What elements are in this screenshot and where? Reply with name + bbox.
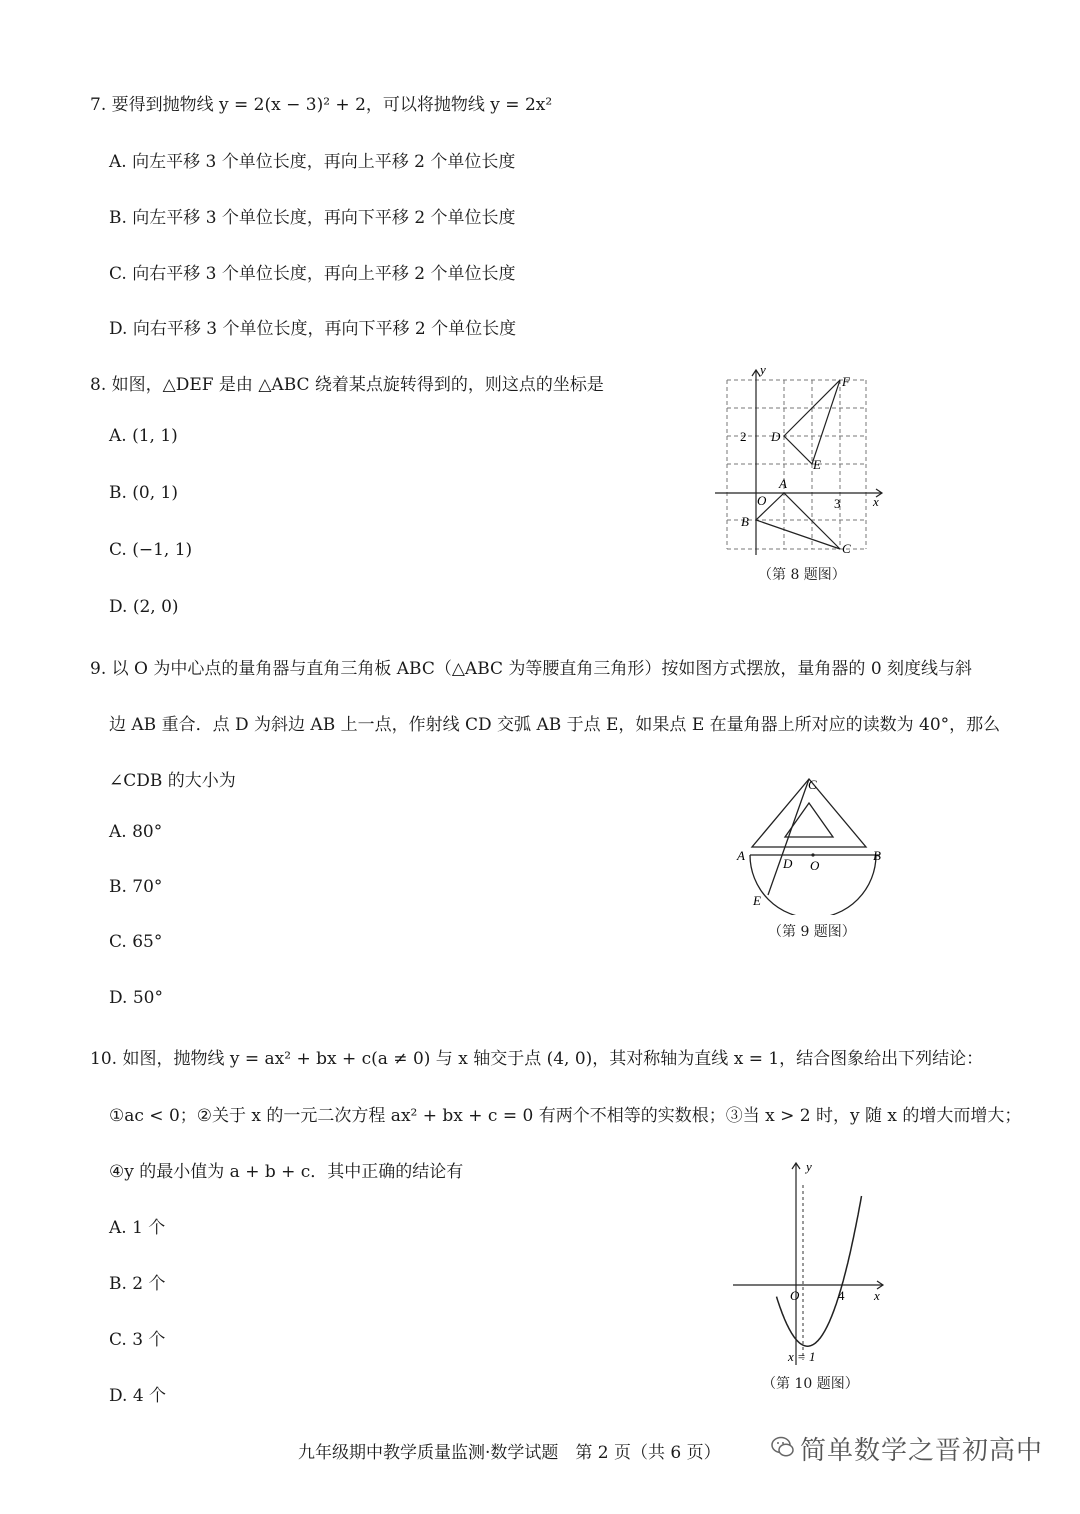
- q10-tick-4: 4: [838, 1288, 845, 1303]
- q8-label-f: F: [842, 374, 850, 389]
- q8-option-b[interactable]: B. (0, 1): [109, 483, 179, 503]
- q10-stem-line-3: ④y 的最小值为 a + b + c．其中正确的结论有: [109, 1162, 464, 1182]
- q10-stem-line-2: ①ac < 0；②关于 x 的一元二次方程 ax² + bx + c = 0 有两个不相等的实数根；③当 x > 2 时，y 随 x 的增大而增大；: [109, 1106, 1022, 1126]
- q9-label-b: B: [873, 848, 881, 863]
- q8-stem: 8. 如图，△DEF 是由 △ABC 绕着某点旋转得到的，则这点的坐标是: [90, 375, 604, 395]
- q9-label-a: A: [737, 848, 745, 863]
- q7-option-d[interactable]: D. 向右平移 3 个单位长度，再向下平移 2 个单位长度: [109, 319, 517, 339]
- q10-label-origin: O: [790, 1288, 800, 1303]
- q8-label-d: D: [771, 429, 781, 444]
- q9-figure-caption: （第 9 题图）: [768, 924, 856, 940]
- q8-label-y: y: [760, 362, 766, 377]
- q9-stem-line-2: 边 AB 重合．点 D 为斜边 AB 上一点，作射线 CD 交弧 AB 于点 E，如果点 E 在量角器上所对应的读数为 40°，那么: [109, 715, 1001, 735]
- q9-figure: [730, 775, 900, 915]
- q10-figure: [728, 1155, 893, 1370]
- q10-parabola-curve: [777, 1196, 862, 1346]
- q10-stem-line-1: 10. 如图，抛物线 y = ax² + bx + c(a ≠ 0) 与 x 轴交于点 (4, 0)，其对称轴为直线 x = 1，结合图象给出下列结论：: [90, 1049, 984, 1069]
- q8-option-d[interactable]: D. (2, 0): [109, 597, 179, 617]
- page-footer: 九年级期中教学质量监测·数学试题 第 2 页（共 6 页）: [298, 1443, 721, 1463]
- q10-option-d[interactable]: D. 4 个: [109, 1386, 167, 1406]
- q8-tick-3: 3: [834, 496, 841, 511]
- q7-option-b[interactable]: B. 向左平移 3 个单位长度，再向下平移 2 个单位长度: [109, 208, 516, 228]
- q9-option-d[interactable]: D. 50°: [109, 988, 163, 1008]
- q8-option-a[interactable]: A. (1, 1): [109, 426, 178, 446]
- q8-figure-caption: （第 8 题图）: [758, 567, 846, 583]
- q9-label-d: D: [783, 856, 793, 871]
- q10-figure-caption: （第 10 题图）: [762, 1376, 859, 1392]
- q9-label-c: C: [808, 777, 817, 792]
- q10-axis-label: x = 1: [788, 1349, 816, 1364]
- q8-label-a: A: [779, 476, 787, 491]
- q9-stem-line-1: 9. 以 O 为中心点的量角器与直角三角板 ABC（△ABC 为等腰直角三角形）按如图方式摆放，量角器的 0 刻度线与斜: [90, 659, 973, 679]
- q8-label-e: E: [813, 457, 821, 472]
- q7-stem: 7. 要得到抛物线 y = 2(x − 3)² + 2，可以将抛物线 y = 2x²: [90, 95, 553, 115]
- q10-option-a[interactable]: A. 1 个: [109, 1218, 166, 1238]
- q9-option-a[interactable]: A. 80°: [109, 822, 163, 842]
- wechat-icon: [770, 1434, 796, 1460]
- q9-option-b[interactable]: B. 70°: [109, 877, 163, 897]
- q10-option-b[interactable]: B. 2 个: [109, 1274, 166, 1294]
- q7-option-a[interactable]: A. 向左平移 3 个单位长度，再向上平移 2 个单位长度: [109, 152, 516, 172]
- q10-label-y: y: [806, 1159, 812, 1174]
- q9-label-o: O: [810, 858, 820, 873]
- watermark-text: 简单数学之晋初高中: [800, 1436, 1044, 1466]
- q9-label-e: E: [753, 893, 761, 908]
- q8-label-b: B: [741, 514, 749, 529]
- q9-stem-line-3: ∠CDB 的大小为: [109, 771, 236, 791]
- q8-tick-2: 2: [740, 429, 747, 444]
- q8-figure: [700, 360, 900, 560]
- q8-label-x: x: [873, 494, 879, 509]
- q9-option-c[interactable]: C. 65°: [109, 932, 163, 952]
- q10-option-c[interactable]: C. 3 个: [109, 1330, 166, 1350]
- q8-label-c: C: [842, 541, 851, 556]
- q8-option-c[interactable]: C. (−1, 1): [109, 540, 193, 560]
- q8-label-origin: O: [757, 493, 767, 508]
- q10-label-x: x: [874, 1288, 880, 1303]
- q7-option-c[interactable]: C. 向右平移 3 个单位长度，再向上平移 2 个单位长度: [109, 264, 516, 284]
